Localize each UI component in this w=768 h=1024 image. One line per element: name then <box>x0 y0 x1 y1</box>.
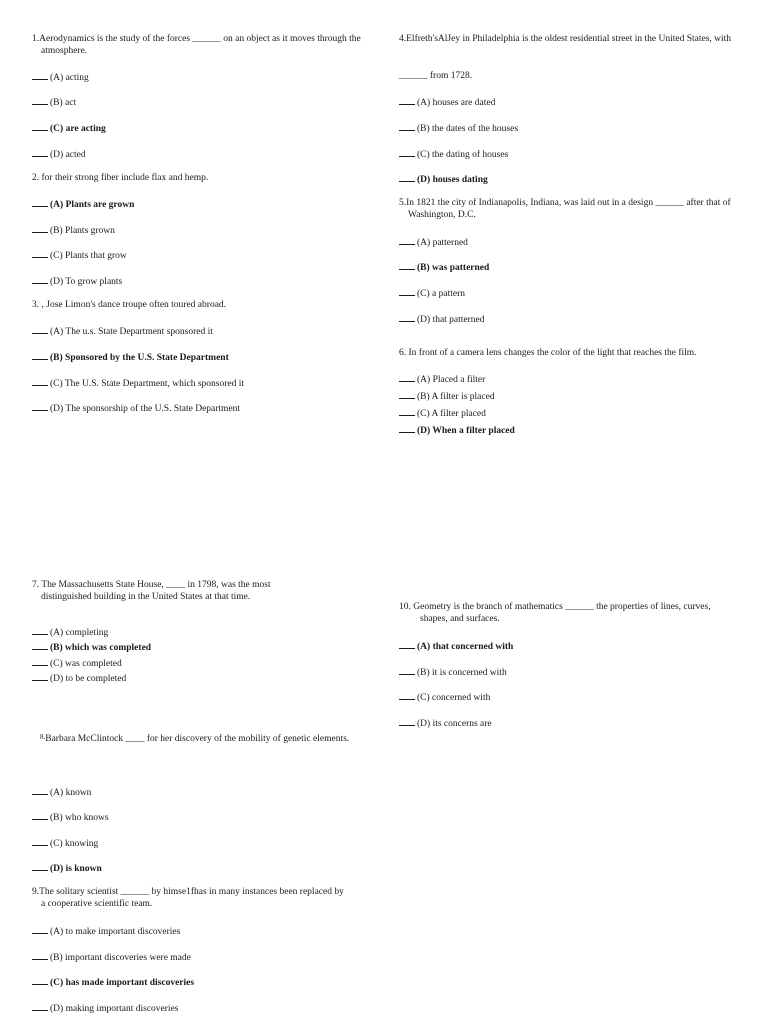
question-10-option-d[interactable]: (D) its concerns are <box>399 716 492 730</box>
question-7-option-c[interactable]: (C) was completed <box>32 656 122 670</box>
question-8-option-d-correct[interactable]: (D) is known <box>32 861 102 875</box>
question-2-option-d[interactable]: (D) To grow plants <box>32 274 122 288</box>
question-4-option-a[interactable]: (A) houses are dated <box>399 95 495 109</box>
question-10-option-c[interactable]: (C) concerned with <box>399 690 490 704</box>
question-5-option-d[interactable]: (D) that patterned <box>399 312 485 326</box>
question-1-option-c-correct[interactable]: (C) are acting <box>32 121 106 135</box>
question-8-option-c[interactable]: (C) knowing <box>32 836 98 850</box>
question-8-stem: $^{8.}$Barbara McClintock ____ for her discovery of the mobility of genetic elements. <box>40 733 350 744</box>
question-1 <box>32 33 362 160</box>
question-7-stem: 7. The Massachusetts State House, ____ in 1798, was the most distinguished building in the United States at that time. <box>32 580 271 602</box>
question-5-option-b-correct[interactable]: (B) was patterned <box>399 260 489 274</box>
question-10-option-b[interactable]: (B) it is concerned with <box>399 665 507 679</box>
question-3-stem: 3. , Jose Limon's dance troupe often toured abroad. <box>32 300 227 310</box>
question-6 <box>399 347 749 436</box>
question-7-option-d[interactable]: (D) to be completed <box>32 671 126 685</box>
question-8-number: 8. <box>40 733 46 741</box>
question-4-stem-continued: ______ from 1728. <box>399 71 473 81</box>
question-9 <box>32 886 347 1014</box>
question-2-stem: 2. for their strong fiber include flax and hemp. <box>32 173 209 183</box>
question-2 <box>32 172 362 287</box>
question-1-stem: 1.Aerodynamics is the study of the forces ______ on an object as it moves through the atmosphere. <box>32 34 361 56</box>
question-1-option-b[interactable]: (B) act <box>32 95 76 109</box>
question-5-stem: 5.In 1821 the city of Indianapolis, Indiana, was laid out in a design ______ after that of Washington, D.C. <box>399 198 731 220</box>
question-2-option-c[interactable]: (C) Plants that grow <box>32 248 127 262</box>
question-4-option-d-correct[interactable]: (D) houses dating <box>399 172 488 186</box>
question-5-option-c[interactable]: (C) a pattern <box>399 286 465 300</box>
question-6-option-c[interactable]: (C) A filter placed <box>399 406 486 420</box>
question-4-option-c[interactable]: (C) the dating of houses <box>399 147 508 161</box>
question-2-option-b[interactable]: (B) Plants grown <box>32 223 115 237</box>
question-9-stem: 9.The solitary scientist ______ by himse1fhas in many instances been replaced by a cooperative scientific team. <box>32 887 344 909</box>
question-5-option-a[interactable]: (A) patterned <box>399 235 468 249</box>
question-4-stem: 4.Elfreth'sAlJey in Philadelphia is the oldest residential street in the United States, with <box>399 34 732 44</box>
question-9-option-b[interactable]: (B) important discoveries were made <box>32 950 191 964</box>
question-6-option-b[interactable]: (B) A filter is placed <box>399 389 495 403</box>
question-7 <box>32 579 317 684</box>
question-3 <box>32 299 362 414</box>
question-9-option-c-correct[interactable]: (C) has made important discoveries <box>32 975 194 989</box>
question-10-stem: 10. Geometry is the branch of mathematics ______ the properties of lines, curves, shapes, and surfaces. <box>399 602 711 624</box>
question-10-option-a-correct[interactable]: (A) that concerned with <box>399 639 513 653</box>
question-1-option-d[interactable]: (D) acted <box>32 147 86 161</box>
question-3-option-a[interactable]: (A) The u.s. State Department sponsored it <box>32 324 213 338</box>
question-8 <box>32 733 352 874</box>
question-8-option-b[interactable]: (B) who knows <box>32 810 109 824</box>
question-8-option-a[interactable]: (A) known <box>32 785 91 799</box>
question-9-option-a[interactable]: (A) to make important discoveries <box>32 924 180 938</box>
question-2-option-a-correct[interactable]: (A) Plants are grown <box>32 197 134 211</box>
question-5 <box>399 197 739 325</box>
question-6-option-a[interactable]: (A) Placed a filter <box>399 372 485 386</box>
question-1-option-a[interactable]: (A) acting <box>32 70 89 84</box>
question-6-option-d-correct[interactable]: (D) When a filter placed <box>399 423 515 437</box>
question-7-option-b-correct[interactable]: (B) which was completed <box>32 640 151 654</box>
question-10 <box>399 601 739 729</box>
question-4 <box>399 33 739 185</box>
question-9-option-d[interactable]: (D) making important discoveries <box>32 1001 178 1015</box>
question-3-option-d[interactable]: (D) The sponsorship of the U.S. State Department <box>32 401 240 415</box>
question-3-option-b-correct[interactable]: (B) Sponsored by the U.S. State Department <box>32 350 229 364</box>
question-3-option-c[interactable]: (C) The U.S. State Department, which sponsored it <box>32 376 244 390</box>
question-4-option-b[interactable]: (B) the dates of the houses <box>399 121 518 135</box>
question-6-stem: 6. In front of a camera lens changes the color of the light that reaches the film. <box>399 348 697 358</box>
question-7-option-a[interactable]: (A) completing <box>32 625 108 639</box>
